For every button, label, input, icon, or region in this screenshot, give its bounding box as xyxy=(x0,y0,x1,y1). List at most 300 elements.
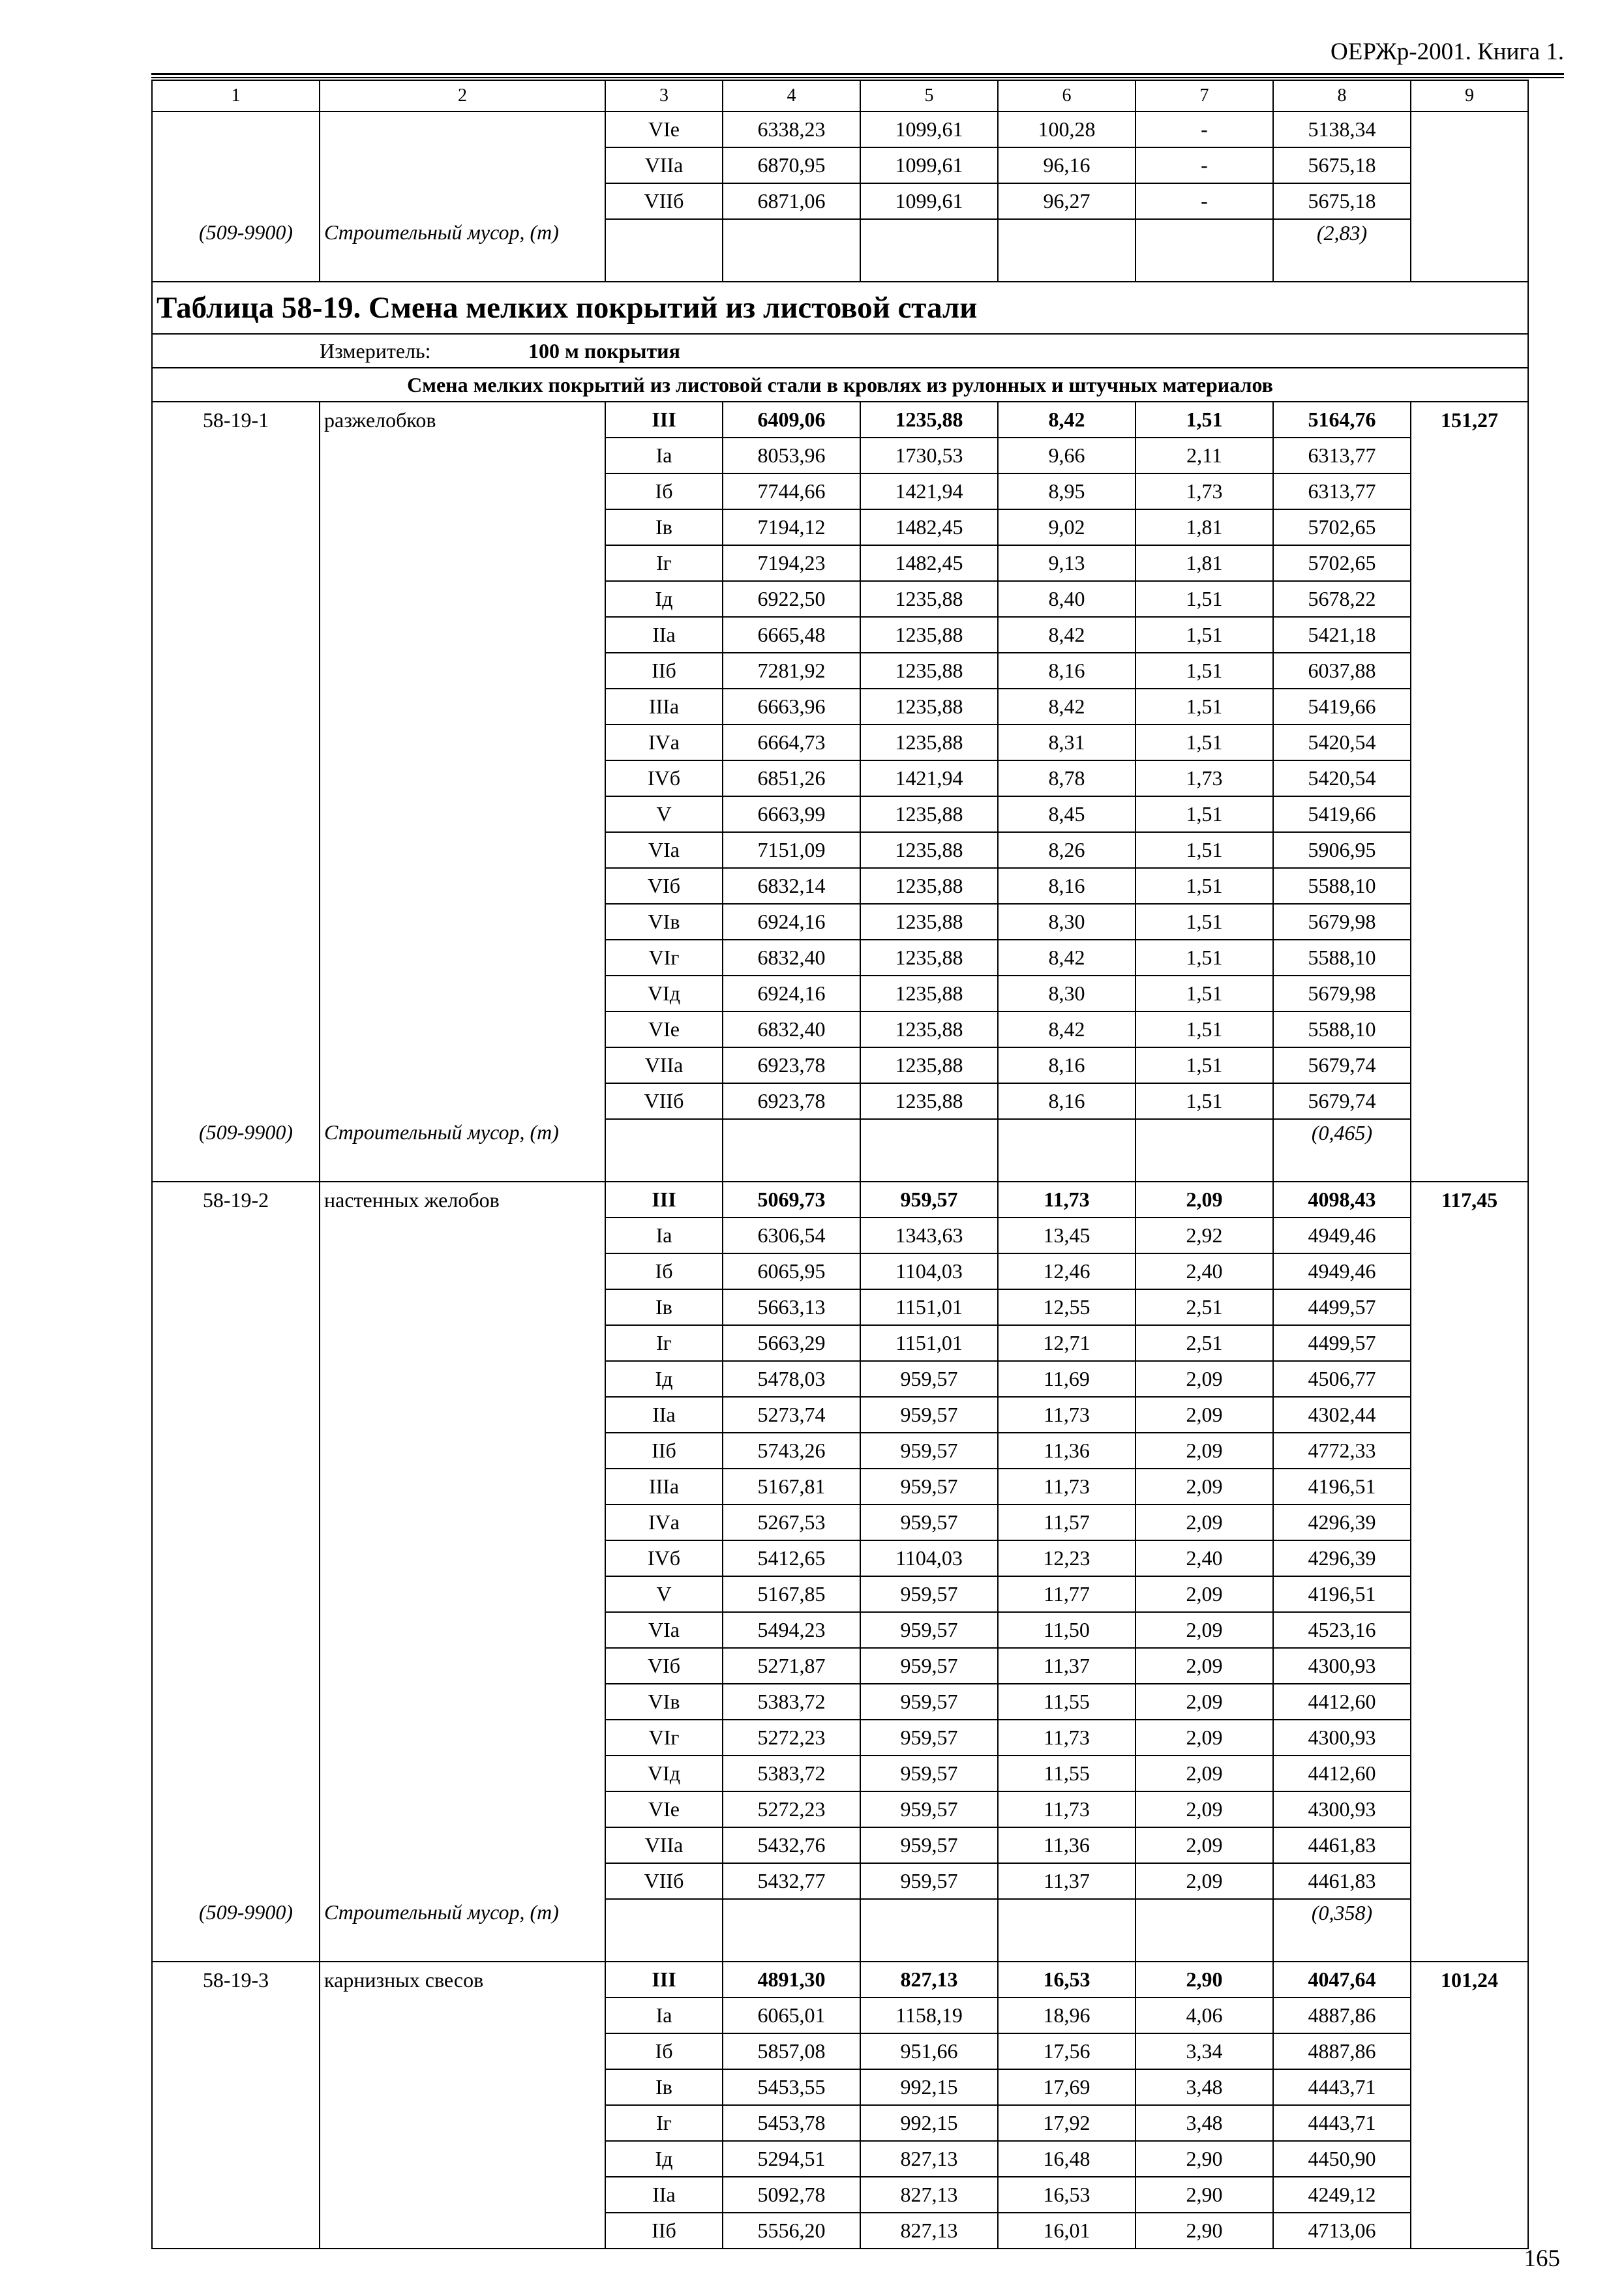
zone-cell: III xyxy=(605,1182,723,1218)
materials-cell: 4296,39 xyxy=(1273,1540,1411,1576)
zone-cell: VIб xyxy=(605,868,723,904)
total-cost-cell: 5743,26 xyxy=(723,1433,860,1469)
table-row xyxy=(152,112,1528,147)
zone-cell: VIг xyxy=(605,940,723,976)
total-cost-cell: 5167,85 xyxy=(723,1576,860,1612)
code-cell xyxy=(152,1863,320,1899)
materials-cell: 5420,54 xyxy=(1273,760,1411,796)
code-cell xyxy=(152,1756,320,1791)
machines-cell: 12,23 xyxy=(998,1540,1135,1576)
code-cell xyxy=(152,147,320,183)
machinist-wages-cell: 2,40 xyxy=(1135,1253,1273,1289)
machines-cell: 8,16 xyxy=(998,1047,1135,1083)
labor-cell xyxy=(1411,617,1528,653)
total-cost-cell: 6663,99 xyxy=(723,796,860,832)
wages-cell: 1482,45 xyxy=(860,545,998,581)
materials-cell: 4461,83 xyxy=(1273,1863,1411,1899)
machines-cell: 8,26 xyxy=(998,832,1135,868)
name-cell xyxy=(320,112,605,147)
column-number: 5 xyxy=(860,80,998,112)
wages-cell: 1235,88 xyxy=(860,904,998,940)
machines-cell: 96,16 xyxy=(998,147,1135,183)
labor-cell xyxy=(1411,1047,1528,1083)
machinist-wages-cell: 1,51 xyxy=(1135,976,1273,1011)
zone-cell: IIIа xyxy=(605,1469,723,1504)
materials-cell: 5679,98 xyxy=(1273,976,1411,1011)
zone-cell: IVа xyxy=(605,725,723,760)
labor-cell xyxy=(1411,1011,1528,1047)
wages-cell: 959,57 xyxy=(860,1648,998,1684)
machines-cell: 11,36 xyxy=(998,1827,1135,1863)
name-cell xyxy=(320,1540,605,1576)
machines-cell: 11,73 xyxy=(998,1397,1135,1433)
machines-cell: 8,40 xyxy=(998,581,1135,617)
machines-cell: 8,42 xyxy=(998,1011,1135,1047)
machinist-wages-cell: 2,09 xyxy=(1135,1612,1273,1648)
empty-cell xyxy=(860,1119,998,1182)
labor-cell xyxy=(1411,760,1528,796)
wages-cell: 1235,88 xyxy=(860,725,998,760)
wages-cell: 1235,88 xyxy=(860,1083,998,1119)
materials-cell: 4949,46 xyxy=(1273,1253,1411,1289)
zone-cell: Iг xyxy=(605,2105,723,2141)
labor-cell: 101,24 xyxy=(1411,1962,1528,1997)
wages-cell: 1235,88 xyxy=(860,617,998,653)
labor-cell xyxy=(1411,2105,1528,2141)
name-cell xyxy=(320,1720,605,1756)
name-cell xyxy=(320,1011,605,1047)
wages-cell: 1235,88 xyxy=(860,832,998,868)
zone-cell: VIIб xyxy=(605,183,723,219)
wages-cell: 959,57 xyxy=(860,1827,998,1863)
waste-label-cell: Строительный мусор, (т) xyxy=(320,1899,605,1962)
zone-cell: IIа xyxy=(605,617,723,653)
table-row xyxy=(152,617,1528,653)
wages-cell: 959,57 xyxy=(860,1756,998,1791)
materials-cell: 4412,60 xyxy=(1273,1756,1411,1791)
code-cell xyxy=(152,1504,320,1540)
empty-cell xyxy=(723,219,860,282)
table-row xyxy=(152,940,1528,976)
machinist-wages-cell: 2,09 xyxy=(1135,1648,1273,1684)
zone-cell: VIв xyxy=(605,904,723,940)
table-row xyxy=(152,1791,1528,1827)
materials-cell: 5702,65 xyxy=(1273,509,1411,545)
total-cost-cell: 5294,51 xyxy=(723,2141,860,2177)
machinist-wages-cell: 2,92 xyxy=(1135,1218,1273,1253)
total-cost-cell: 7281,92 xyxy=(723,653,860,689)
machines-cell: 9,02 xyxy=(998,509,1135,545)
code-cell xyxy=(152,1997,320,2033)
materials-cell: 5420,54 xyxy=(1273,725,1411,760)
waste-value-cell: (0,465) xyxy=(1273,1119,1411,1182)
table-row xyxy=(152,1504,1528,1540)
empty-cell xyxy=(860,1899,998,1962)
code-cell xyxy=(152,653,320,689)
machinist-wages-cell: 3,34 xyxy=(1135,2033,1273,2069)
materials-cell: 5679,74 xyxy=(1273,1047,1411,1083)
total-cost-cell: 5092,78 xyxy=(723,2177,860,2213)
labor-cell xyxy=(1411,509,1528,545)
total-cost-cell: 6924,16 xyxy=(723,904,860,940)
wages-cell: 827,13 xyxy=(860,2141,998,2177)
machinist-wages-cell: 1,51 xyxy=(1135,689,1273,725)
empty-cell xyxy=(1411,1899,1528,1962)
labor-cell xyxy=(1411,1720,1528,1756)
waste-row xyxy=(152,1899,1528,1962)
name-cell xyxy=(320,1863,605,1899)
labor-cell xyxy=(1411,2033,1528,2069)
empty-cell xyxy=(1135,1899,1273,1962)
table-row xyxy=(152,1684,1528,1720)
zone-cell: Iа xyxy=(605,1218,723,1253)
machines-cell: 11,55 xyxy=(998,1756,1135,1791)
labor-cell xyxy=(1411,1253,1528,1289)
table-row xyxy=(152,1576,1528,1612)
zone-cell: IVб xyxy=(605,760,723,796)
materials-cell: 5675,18 xyxy=(1273,147,1411,183)
zone-cell: IIIа xyxy=(605,689,723,725)
zone-cell: VIе xyxy=(605,1791,723,1827)
machinist-wages-cell: 1,81 xyxy=(1135,545,1273,581)
zone-cell: V xyxy=(605,796,723,832)
name-cell xyxy=(320,183,605,219)
code-cell xyxy=(152,545,320,581)
wages-cell: 1099,61 xyxy=(860,183,998,219)
table-row xyxy=(152,2105,1528,2141)
total-cost-cell: 7194,23 xyxy=(723,545,860,581)
subheading-row xyxy=(152,368,1528,402)
machinist-wages-cell: 2,09 xyxy=(1135,1182,1273,1218)
labor-cell xyxy=(1411,1756,1528,1791)
machines-cell: 12,46 xyxy=(998,1253,1135,1289)
name-cell xyxy=(320,1756,605,1791)
total-cost-cell: 5663,13 xyxy=(723,1289,860,1325)
materials-cell: 5421,18 xyxy=(1273,617,1411,653)
name-cell xyxy=(320,1827,605,1863)
machinist-wages-cell: 2,51 xyxy=(1135,1289,1273,1325)
materials-cell: 4443,71 xyxy=(1273,2069,1411,2105)
machinist-wages-cell: 2,09 xyxy=(1135,1397,1273,1433)
zone-cell: Iа xyxy=(605,1997,723,2033)
waste-row xyxy=(152,219,1528,282)
machinist-wages-cell: 1,51 xyxy=(1135,653,1273,689)
machinist-wages-cell: 2,90 xyxy=(1135,1962,1273,1997)
machinist-wages-cell: 1,51 xyxy=(1135,617,1273,653)
name-cell xyxy=(320,1397,605,1433)
zone-cell: Iг xyxy=(605,545,723,581)
labor-cell xyxy=(1411,1083,1528,1119)
machinist-wages-cell: 4,06 xyxy=(1135,1997,1273,2033)
wages-cell: 959,57 xyxy=(860,1361,998,1397)
table-row xyxy=(152,1433,1528,1469)
machinist-wages-cell: 2,40 xyxy=(1135,1540,1273,1576)
table-row xyxy=(152,1289,1528,1325)
empty-cell xyxy=(998,219,1135,282)
wages-cell: 959,57 xyxy=(860,1612,998,1648)
labor-cell xyxy=(1411,2141,1528,2177)
machines-cell: 11,69 xyxy=(998,1361,1135,1397)
table-row xyxy=(152,1253,1528,1289)
zone-cell: VIIб xyxy=(605,1863,723,1899)
code-cell xyxy=(152,1361,320,1397)
materials-cell: 5702,65 xyxy=(1273,545,1411,581)
machines-cell: 12,55 xyxy=(998,1289,1135,1325)
header-rule-thin xyxy=(151,77,1564,78)
labor-cell xyxy=(1411,147,1528,183)
wages-cell: 1235,88 xyxy=(860,1011,998,1047)
machinist-wages-cell: 1,51 xyxy=(1135,1011,1273,1047)
machines-cell: 16,53 xyxy=(998,2177,1135,2213)
name-cell: разжелобков xyxy=(320,402,605,438)
wages-cell: 992,15 xyxy=(860,2069,998,2105)
labor-cell xyxy=(1411,1361,1528,1397)
table-row xyxy=(152,2033,1528,2069)
empty-cell xyxy=(860,219,998,282)
measure-row xyxy=(152,334,1528,368)
zone-cell: IIб xyxy=(605,653,723,689)
wages-cell: 959,57 xyxy=(860,1504,998,1540)
machinist-wages-cell: 3,48 xyxy=(1135,2105,1273,2141)
code-cell xyxy=(152,868,320,904)
labor-cell xyxy=(1411,1612,1528,1648)
materials-cell: 4887,86 xyxy=(1273,1997,1411,2033)
wages-cell: 1151,01 xyxy=(860,1289,998,1325)
code-cell xyxy=(152,1684,320,1720)
wages-cell: 1235,88 xyxy=(860,653,998,689)
code-cell xyxy=(152,1612,320,1648)
zone-cell: VIIа xyxy=(605,1047,723,1083)
labor-cell xyxy=(1411,1289,1528,1325)
code-cell xyxy=(152,1083,320,1119)
code-cell xyxy=(152,1011,320,1047)
zone-cell: VIб xyxy=(605,1648,723,1684)
code-cell xyxy=(152,509,320,545)
machines-cell: 96,27 xyxy=(998,183,1135,219)
table-row xyxy=(152,1397,1528,1433)
machines-cell: 11,37 xyxy=(998,1648,1135,1684)
materials-cell: 5679,98 xyxy=(1273,904,1411,940)
machines-cell: 12,71 xyxy=(998,1325,1135,1361)
machinist-wages-cell: - xyxy=(1135,147,1273,183)
total-cost-cell: 6409,06 xyxy=(723,402,860,438)
zone-cell: VIд xyxy=(605,976,723,1011)
materials-cell: 4098,43 xyxy=(1273,1182,1411,1218)
labor-cell xyxy=(1411,1433,1528,1469)
total-cost-cell: 5383,72 xyxy=(723,1684,860,1720)
total-cost-cell: 7744,66 xyxy=(723,473,860,509)
name-cell xyxy=(320,796,605,832)
machines-cell: 100,28 xyxy=(998,112,1135,147)
machinist-wages-cell: 1,51 xyxy=(1135,1083,1273,1119)
name-cell xyxy=(320,1289,605,1325)
materials-cell: 4949,46 xyxy=(1273,1218,1411,1253)
column-number-row xyxy=(152,80,1528,112)
machines-cell: 11,73 xyxy=(998,1469,1135,1504)
total-cost-cell: 6664,73 xyxy=(723,725,860,760)
code-cell xyxy=(152,2141,320,2177)
zone-cell: III xyxy=(605,1962,723,1997)
code-cell xyxy=(152,940,320,976)
wages-cell: 1099,61 xyxy=(860,112,998,147)
machinist-wages-cell: 2,09 xyxy=(1135,1361,1273,1397)
materials-cell: 6313,77 xyxy=(1273,473,1411,509)
machinist-wages-cell: 1,51 xyxy=(1135,796,1273,832)
wages-cell: 1235,88 xyxy=(860,940,998,976)
table-row xyxy=(152,438,1528,473)
labor-cell xyxy=(1411,1863,1528,1899)
materials-cell: 4499,57 xyxy=(1273,1325,1411,1361)
machines-cell: 11,73 xyxy=(998,1182,1135,1218)
machinist-wages-cell: 1,51 xyxy=(1135,725,1273,760)
waste-value-cell: (0,358) xyxy=(1273,1899,1411,1962)
machines-cell: 8,16 xyxy=(998,868,1135,904)
machinist-wages-cell: 1,81 xyxy=(1135,509,1273,545)
machinist-wages-cell: 1,73 xyxy=(1135,760,1273,796)
zone-cell: VIа xyxy=(605,832,723,868)
materials-cell: 5419,66 xyxy=(1273,796,1411,832)
total-cost-cell: 5453,55 xyxy=(723,2069,860,2105)
wages-cell: 1235,88 xyxy=(860,796,998,832)
machines-cell: 16,53 xyxy=(998,1962,1135,1997)
waste-value-cell: (2,83) xyxy=(1273,219,1411,282)
labor-cell xyxy=(1411,1540,1528,1576)
column-number: 1 xyxy=(152,80,320,112)
machines-cell: 8,30 xyxy=(998,904,1135,940)
code-cell xyxy=(152,1218,320,1253)
name-cell: карнизных свесов xyxy=(320,1962,605,1997)
materials-cell: 4300,93 xyxy=(1273,1791,1411,1827)
table-row xyxy=(152,1361,1528,1397)
total-cost-cell: 5478,03 xyxy=(723,1361,860,1397)
code-cell xyxy=(152,2105,320,2141)
table-row xyxy=(152,545,1528,581)
name-cell xyxy=(320,2141,605,2177)
machines-cell: 8,30 xyxy=(998,976,1135,1011)
empty-cell xyxy=(605,1119,723,1182)
materials-cell: 6313,77 xyxy=(1273,438,1411,473)
machinist-wages-cell: 2,90 xyxy=(1135,2141,1273,2177)
machinist-wages-cell: 2,09 xyxy=(1135,1827,1273,1863)
machinist-wages-cell: - xyxy=(1135,112,1273,147)
wages-cell: 1104,03 xyxy=(860,1540,998,1576)
code-cell xyxy=(152,2213,320,2249)
machines-cell: 17,69 xyxy=(998,2069,1135,2105)
table-row xyxy=(152,868,1528,904)
table-row xyxy=(152,2177,1528,2213)
name-cell xyxy=(320,617,605,653)
materials-cell: 4772,33 xyxy=(1273,1433,1411,1469)
machinist-wages-cell: 2,90 xyxy=(1135,2213,1273,2249)
machines-cell: 18,96 xyxy=(998,1997,1135,2033)
wages-cell: 1099,61 xyxy=(860,147,998,183)
code-cell xyxy=(152,1576,320,1612)
name-cell xyxy=(320,1648,605,1684)
materials-cell: 4196,51 xyxy=(1273,1469,1411,1504)
machinist-wages-cell: 1,51 xyxy=(1135,402,1273,438)
header-rule xyxy=(151,73,1564,75)
table-row xyxy=(152,1720,1528,1756)
code-cell: 58-19-2 xyxy=(152,1182,320,1218)
machinist-wages-cell: 3,48 xyxy=(1135,2069,1273,2105)
machines-cell: 17,56 xyxy=(998,2033,1135,2069)
code-cell xyxy=(152,183,320,219)
total-cost-cell: 5272,23 xyxy=(723,1720,860,1756)
wages-cell: 1235,88 xyxy=(860,581,998,617)
zone-cell: Iв xyxy=(605,509,723,545)
machines-cell: 16,48 xyxy=(998,2141,1135,2177)
wages-cell: 1482,45 xyxy=(860,509,998,545)
wages-cell: 1235,88 xyxy=(860,402,998,438)
total-cost-cell: 6665,48 xyxy=(723,617,860,653)
name-cell xyxy=(320,473,605,509)
table-row xyxy=(152,2141,1528,2177)
total-cost-cell: 6338,23 xyxy=(723,112,860,147)
total-cost-cell: 6663,96 xyxy=(723,689,860,725)
machines-cell: 11,50 xyxy=(998,1612,1135,1648)
machines-cell: 8,31 xyxy=(998,725,1135,760)
name-cell xyxy=(320,1684,605,1720)
table-row xyxy=(152,1612,1528,1648)
name-cell xyxy=(320,509,605,545)
materials-cell: 4499,57 xyxy=(1273,1289,1411,1325)
machinist-wages-cell: 1,51 xyxy=(1135,832,1273,868)
machines-cell: 13,45 xyxy=(998,1218,1135,1253)
code-cell xyxy=(152,617,320,653)
waste-row xyxy=(152,1119,1528,1182)
machinist-wages-cell: - xyxy=(1135,183,1273,219)
zone-cell: VIе xyxy=(605,112,723,147)
materials-cell: 5588,10 xyxy=(1273,868,1411,904)
wages-cell: 1235,88 xyxy=(860,868,998,904)
zone-cell: Iд xyxy=(605,581,723,617)
total-cost-cell: 7194,12 xyxy=(723,509,860,545)
name-cell xyxy=(320,2033,605,2069)
zone-cell: VIа xyxy=(605,1612,723,1648)
zone-cell: Iв xyxy=(605,1289,723,1325)
measure-cell xyxy=(152,334,1528,368)
materials-cell: 4506,77 xyxy=(1273,1361,1411,1397)
materials-cell: 4443,71 xyxy=(1273,2105,1411,2141)
code-cell xyxy=(152,725,320,760)
labor-cell xyxy=(1411,1648,1528,1684)
machinist-wages-cell: 1,51 xyxy=(1135,1047,1273,1083)
total-cost-cell: 6871,06 xyxy=(723,183,860,219)
empty-cell xyxy=(723,1899,860,1962)
empty-cell xyxy=(1135,1119,1273,1182)
name-cell xyxy=(320,2069,605,2105)
materials-cell: 5675,18 xyxy=(1273,183,1411,219)
machines-cell: 8,42 xyxy=(998,689,1135,725)
machinist-wages-cell: 2,09 xyxy=(1135,1720,1273,1756)
zone-cell: VIе xyxy=(605,1011,723,1047)
table-row xyxy=(152,904,1528,940)
table-row xyxy=(152,1997,1528,2033)
code-cell xyxy=(152,976,320,1011)
labor-cell xyxy=(1411,1218,1528,1253)
zone-cell: IIб xyxy=(605,1433,723,1469)
measure-value: 100 м покрытия xyxy=(528,339,680,363)
empty-cell xyxy=(1411,1119,1528,1182)
materials-cell: 5678,22 xyxy=(1273,581,1411,617)
empty-cell xyxy=(1135,219,1273,282)
total-cost-cell: 7151,09 xyxy=(723,832,860,868)
labor-cell xyxy=(1411,868,1528,904)
total-cost-cell: 5432,76 xyxy=(723,1827,860,1863)
machinist-wages-cell: 2,09 xyxy=(1135,1469,1273,1504)
materials-cell: 5588,10 xyxy=(1273,1011,1411,1047)
machines-cell: 8,42 xyxy=(998,402,1135,438)
